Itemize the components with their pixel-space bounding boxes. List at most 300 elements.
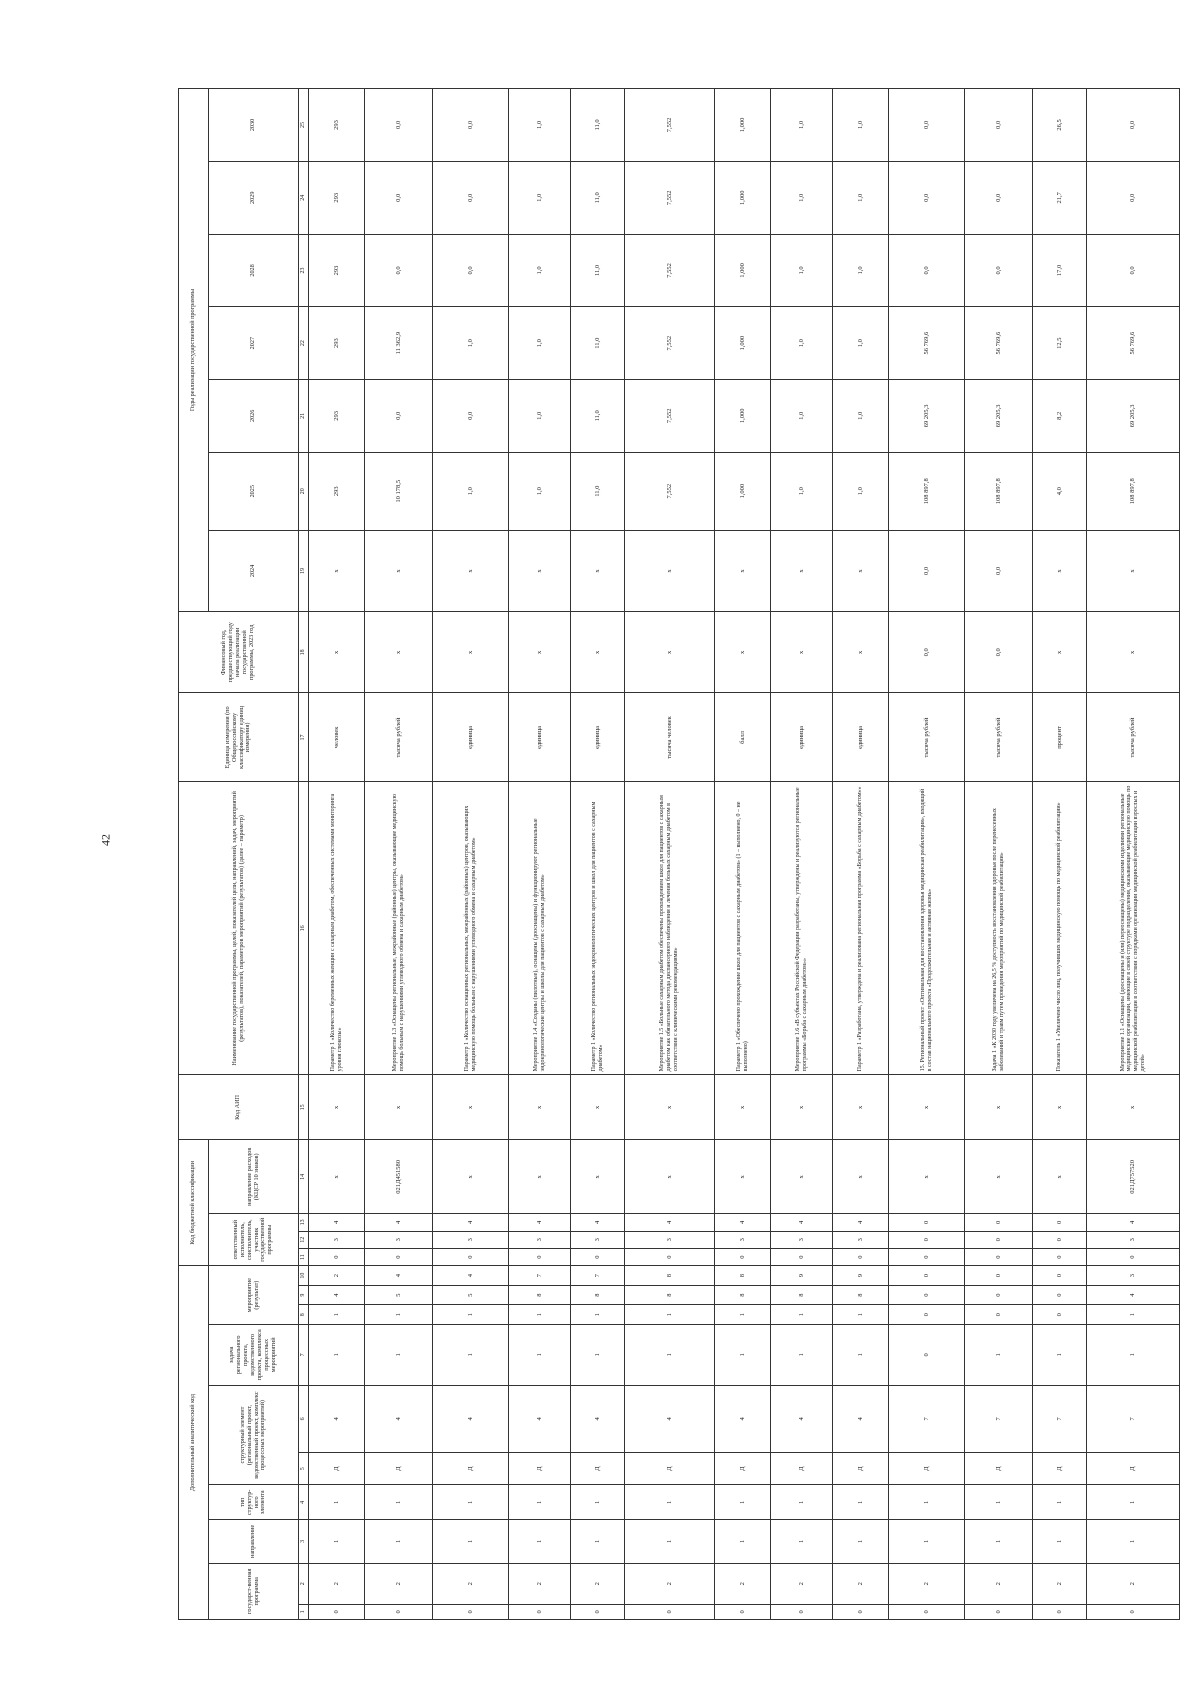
col-number: 1 [299,1604,309,1619]
year-value-cell: 7,552 [625,234,715,307]
code-cell: 1 [309,1485,365,1520]
year-value-cell: 7,552 [625,307,715,380]
code-cell: 0 [833,1248,889,1265]
code-cell: 0 [889,1305,965,1325]
code-cell: 5 [433,1285,509,1305]
year-value-cell: 108 897,8 [965,452,1033,530]
code-cell: 3 [309,1231,365,1248]
fin-year-cell: х [833,612,889,693]
code-cell: 7 [1033,1385,1087,1452]
code-cell: 1 [715,1520,771,1563]
code-cell: 1 [433,1305,509,1325]
code-cell: 1 [509,1520,571,1563]
year-value-cell: 0,0 [1087,89,1180,162]
year-value-cell: 0,0 [365,234,433,307]
code-cell: 021Д757520 [1087,1140,1180,1214]
row-name-cell: Параметр 1 «Обеспечено прохождение школ для пациентов с сахарным диабетом» (1 – выполнено, 0 – не выполнено) [715,782,771,1075]
year-value-cell: 1,000 [715,89,771,162]
code-cell: 4 [715,1214,771,1231]
code-cell: 0 [771,1248,833,1265]
year-value-cell: 69 205,3 [965,379,1033,452]
code-cell: 0 [1033,1604,1087,1619]
code-cell: 1 [365,1324,433,1385]
code-cell: 4 [309,1285,365,1305]
year-value-cell: 0,0 [889,234,965,307]
code-cell: 2 [571,1563,625,1604]
code-cell: Д [833,1452,889,1485]
code-cell: 2 [833,1563,889,1604]
code-cell: 0 [1033,1305,1087,1325]
code-cell: х [889,1075,965,1140]
year-value-cell: 69 205,3 [1087,379,1180,452]
year-value-cell: 1,0 [433,452,509,530]
header-year-2030: 2030 [209,89,299,162]
code-cell: 0 [715,1604,771,1619]
unit-cell: единица [571,693,625,782]
col-number: 19 [299,530,309,611]
fin-year-cell: х [571,612,625,693]
code-cell: х [1033,1075,1087,1140]
col-number: 10 [299,1266,309,1286]
code-cell: Д [715,1452,771,1485]
code-cell: 0 [889,1266,965,1286]
year-value-cell: 7,552 [625,89,715,162]
row-name-cell: Мероприятие 1.6 «В субъектах Российской Федерации разработаны, утверждены и реализуются региональные программы «Борьба с сахарным диабетом»» [771,782,833,1075]
year-value-cell: 293 [309,379,365,452]
header-struct-type: тип структур-ного элемента [209,1485,299,1520]
code-cell: х [625,1140,715,1214]
code-cell: 3 [571,1231,625,1248]
year-value-cell: 293 [309,234,365,307]
code-cell: 8 [833,1285,889,1305]
code-cell: х [365,1075,433,1140]
code-cell: 4 [509,1214,571,1231]
year-value-cell: х [365,530,433,611]
header-fin-year: Финансовый год, предшествующий году начала реализации государственной программы, 2023 год [179,612,299,693]
fin-year-cell: х [509,612,571,693]
code-cell: 0 [1033,1285,1087,1305]
year-value-cell: 1,0 [833,89,889,162]
unit-cell: тысяча рублей [965,693,1033,782]
col-number: 3 [299,1520,309,1563]
code-cell: 0 [1033,1248,1087,1265]
year-value-cell: 293 [309,452,365,530]
code-cell: 0 [889,1324,965,1385]
code-cell: х [833,1140,889,1214]
header-direction: направление [209,1520,299,1563]
code-cell: 1 [1087,1305,1180,1325]
year-value-cell: 0,0 [889,89,965,162]
year-value-cell: 0,0 [433,234,509,307]
code-cell: 8 [625,1285,715,1305]
code-cell: 4 [771,1214,833,1231]
code-cell: 1 [1033,1324,1087,1385]
code-cell: 1 [771,1520,833,1563]
table-row [433,89,509,1620]
code-cell: 4 [365,1214,433,1231]
table-row [889,89,965,1620]
row-name-cell: Мероприятие 1.5 «Больные сахарным диабетом обеспечены прохождением школ для пациентов с сахарным диабетом как обязательного метода диспансерного наблюдения и лечения больных сахарным диабетом в соответствии с клиническими рекомендациями» [625,782,715,1075]
year-value-cell: 1,0 [771,379,833,452]
code-cell: 1 [833,1520,889,1563]
fin-year-cell: х [715,612,771,693]
code-cell: 0 [309,1604,365,1619]
code-cell: х [833,1075,889,1140]
code-cell: 1 [365,1520,433,1563]
col-number: 6 [299,1385,309,1452]
code-cell: 1 [833,1485,889,1520]
code-cell: х [625,1075,715,1140]
year-value-cell: 1,000 [715,452,771,530]
col-number: 23 [299,234,309,307]
year-value-cell: 12,5 [1033,307,1087,380]
code-cell: 0 [1033,1214,1087,1231]
code-cell: 2 [309,1266,365,1286]
fin-year-cell: х [1087,612,1180,693]
year-value-cell: 0,0 [365,161,433,234]
code-cell: 2 [771,1563,833,1604]
code-cell: 1 [309,1520,365,1563]
code-cell: Д [965,1452,1033,1485]
unit-cell: единица [433,693,509,782]
year-value-cell: 56 769,6 [965,307,1033,380]
table-row [833,89,889,1620]
code-cell: 0 [889,1231,965,1248]
code-cell: 0 [771,1604,833,1619]
code-cell: 1 [965,1485,1033,1520]
code-cell: 2 [965,1563,1033,1604]
year-value-cell: 0,0 [1087,161,1180,234]
code-cell: 0 [625,1248,715,1265]
code-cell: 4 [771,1385,833,1452]
year-value-cell: 1,0 [509,452,571,530]
code-cell: 4 [715,1385,771,1452]
year-value-cell: 7,552 [625,161,715,234]
header-unit: Единица измерения (по Общероссийскому классификатору единиц измерения) [179,693,299,782]
column-number-row [299,89,309,1620]
year-value-cell: х [625,530,715,611]
code-cell: 1 [625,1485,715,1520]
code-cell: 0 [889,1214,965,1231]
code-cell: 0 [965,1231,1033,1248]
year-value-cell: 1,0 [833,161,889,234]
code-cell: Д [771,1452,833,1485]
year-value-cell: 11,0 [571,161,625,234]
code-cell: 7 [1087,1385,1180,1452]
code-cell: 0 [433,1248,509,1265]
program-table [178,88,1180,1620]
code-cell: 4 [433,1266,509,1286]
code-cell: 1 [433,1520,509,1563]
fin-year-cell: 0,0 [889,612,965,693]
year-value-cell: 293 [309,89,365,162]
code-cell: 9 [833,1266,889,1286]
table-row [1087,89,1180,1620]
code-cell: 1 [625,1324,715,1385]
row-name-cell: Параметр 1 «Количество оснащенных региональных, межрайонных (районных) центров, оказывающих медицинскую помощь больным с нарушениями углеводного обмена и сахарным диабетом» [433,782,509,1075]
year-value-cell: 1,0 [771,89,833,162]
code-cell: Д [365,1452,433,1485]
year-value-cell: 1,0 [833,307,889,380]
year-value-cell: 0,0 [365,89,433,162]
code-cell: х [771,1140,833,1214]
code-cell: 4 [833,1385,889,1452]
table-row [1033,89,1087,1620]
code-cell: 8 [715,1266,771,1286]
col-number: 14 [299,1140,309,1214]
code-cell: 8 [771,1285,833,1305]
table-row [309,89,365,1620]
code-cell: 2 [309,1563,365,1604]
table-row [965,89,1033,1620]
year-value-cell: 1,0 [509,234,571,307]
code-cell: 0 [625,1604,715,1619]
code-cell: 1 [965,1520,1033,1563]
year-value-cell: 1,000 [715,307,771,380]
col-number: 2 [299,1563,309,1604]
code-cell: 4 [365,1266,433,1286]
year-value-cell: 56 769,6 [1087,307,1180,380]
table-row [365,89,433,1620]
code-cell: 0 [715,1248,771,1265]
code-cell: 0 [509,1604,571,1619]
year-value-cell: 11,0 [571,307,625,380]
code-cell: х [965,1140,1033,1214]
year-value-cell: 0,0 [965,234,1033,307]
year-value-cell: 7,552 [625,379,715,452]
col-number: 13 [299,1214,309,1231]
code-cell: 4 [433,1214,509,1231]
table-row [625,89,715,1620]
year-value-cell: х [571,530,625,611]
unit-cell: процент [1033,693,1087,782]
col-number: 9 [299,1285,309,1305]
code-cell: 3 [833,1231,889,1248]
code-cell: 1 [509,1305,571,1325]
code-cell: 0 [365,1248,433,1265]
year-value-cell: х [771,530,833,611]
year-value-cell: 1,0 [833,452,889,530]
header-name: Наименование государственной программы, целей, показателей цели, направлений, задач, мероприятий (результатов), показателей, параметров мероприятий (результатов) (далее – параметр) [179,782,299,1075]
header-year-2029: 2029 [209,161,299,234]
code-cell: 2 [1087,1563,1180,1604]
code-cell: 0 [1033,1231,1087,1248]
code-cell: 2 [889,1563,965,1604]
unit-cell: тысяча рублей [889,693,965,782]
fin-year-cell: х [1033,612,1087,693]
code-cell: х [715,1140,771,1214]
code-cell: 1 [433,1324,509,1385]
header-year-2027: 2027 [209,307,299,380]
code-cell: 2 [715,1563,771,1604]
code-cell: 1 [571,1305,625,1325]
code-cell: 5 [365,1285,433,1305]
code-cell: 4 [309,1214,365,1231]
code-cell: Д [1087,1452,1180,1485]
code-cell: х [571,1140,625,1214]
year-value-cell: 0,0 [965,530,1033,611]
code-cell: 1 [571,1324,625,1385]
code-cell: 0 [965,1248,1033,1265]
code-cell: 0 [889,1248,965,1265]
code-cell: 7 [889,1385,965,1452]
col-number: 16 [299,782,309,1075]
header-event: мероприятие (результат) [209,1266,299,1325]
unit-cell: тысяча человек [625,693,715,782]
year-value-cell: 1,0 [833,234,889,307]
code-cell: 7 [509,1266,571,1286]
code-cell: 0 [965,1285,1033,1305]
year-value-cell: 0,0 [1087,234,1180,307]
code-cell: 8 [571,1285,625,1305]
code-cell: х [309,1140,365,1214]
code-cell: 0 [965,1305,1033,1325]
code-cell: Д [509,1452,571,1485]
row-name-cell: Показатель 1 «Увеличено число лиц, получивших медицинскую помощь по медицинской реабилитации» [1033,782,1087,1075]
fin-year-cell: х [771,612,833,693]
fin-year-cell: х [365,612,433,693]
year-value-cell: 108 897,8 [889,452,965,530]
unit-cell: единица [509,693,571,782]
code-cell: 1 [1033,1520,1087,1563]
year-value-cell: 11,0 [571,379,625,452]
unit-cell: тысяча рублей [1087,693,1180,782]
page-number: 42 [98,834,113,846]
code-cell: 4 [433,1385,509,1452]
header-year-2024: 2024 [209,530,299,611]
code-cell: 1 [1087,1324,1180,1385]
code-cell: 0 [1087,1248,1180,1265]
year-value-cell: 4,0 [1033,452,1087,530]
code-cell: 1 [625,1520,715,1563]
row-name-cell: Параметр 1 «Количество региональных эндокринологических центров и школ для пациентов с сахарным диабетом» [571,782,625,1075]
year-value-cell: 0,0 [433,379,509,452]
table-row [571,89,625,1620]
year-value-cell: 1,0 [771,307,833,380]
year-value-cell: 1,0 [509,379,571,452]
year-value-cell: 21,7 [1033,161,1087,234]
fin-year-cell: 0,0 [965,612,1033,693]
code-cell: 1 [771,1305,833,1325]
code-cell: Д [571,1452,625,1485]
header-year-2026: 2026 [209,379,299,452]
year-value-cell: 17,0 [1033,234,1087,307]
col-number: 11 [299,1248,309,1265]
code-cell: 4 [571,1385,625,1452]
year-value-cell: 1,000 [715,234,771,307]
code-cell: 1 [509,1485,571,1520]
code-cell: х [1033,1140,1087,1214]
code-cell: 1 [1087,1485,1180,1520]
code-cell: 1 [1087,1520,1180,1563]
col-number: 7 [299,1324,309,1385]
code-cell: 0 [1087,1604,1180,1619]
col-number: 24 [299,161,309,234]
code-cell: 0 [571,1604,625,1619]
code-cell: 3 [1087,1266,1180,1286]
year-value-cell: х [433,530,509,611]
table-row [509,89,571,1620]
code-cell: 1 [309,1305,365,1325]
code-cell: 1 [625,1305,715,1325]
year-value-cell: 11,0 [571,234,625,307]
code-cell: 4 [365,1385,433,1452]
code-cell: 1 [433,1485,509,1520]
code-cell: х [889,1140,965,1214]
year-value-cell: 69 205,3 [889,379,965,452]
code-cell: 1 [365,1305,433,1325]
year-value-cell: 0,0 [889,161,965,234]
code-cell: 1 [833,1305,889,1325]
code-cell: 3 [509,1231,571,1248]
table-row [715,89,771,1620]
year-value-cell: 8,2 [1033,379,1087,452]
col-number: 5 [299,1452,309,1485]
col-number: 4 [299,1485,309,1520]
header-executor: ответственный исполнитель, соисполнитель, участник государственной программы [209,1214,299,1266]
col-number: 17 [299,693,309,782]
code-cell: 7 [965,1385,1033,1452]
code-cell: 7 [571,1266,625,1286]
year-value-cell: х [1087,530,1180,611]
code-cell: 2 [509,1563,571,1604]
code-cell: 0 [965,1604,1033,1619]
year-value-cell: 1,0 [433,307,509,380]
row-name-cell: Мероприятие 1.3 «Оснащены региональные, межрайонные (районные) центры, оказывающие медицинскую помощь больным с нарушениями углеводного обмена и сахарным диабетом» [365,782,433,1075]
code-cell: Д [625,1452,715,1485]
unit-cell: единица [833,693,889,782]
year-value-cell: 293 [309,307,365,380]
year-value-cell: 0,0 [889,530,965,611]
year-value-cell: 1,0 [771,452,833,530]
code-cell: х [965,1075,1033,1140]
year-value-cell: х [715,530,771,611]
code-cell: 0 [889,1285,965,1305]
col-number: 22 [299,307,309,380]
unit-cell: единица [771,693,833,782]
fin-year-cell: х [309,612,365,693]
code-cell: 0 [571,1248,625,1265]
row-name-cell: Мероприятие 1.1 «Оснащены (дооснащены и (или) переоснащены) медицинскими изделиями региональные медицинские организации, имеющие в своей структуре подразделения, оказывающие медицинскую помощь по медицинской реабилитации в соответствии с порядками организации медицинской реабилитации взрослых и детей» [1087,782,1180,1075]
header-year-2028: 2028 [209,234,299,307]
year-value-cell: 7,552 [625,452,715,530]
code-cell: 4 [625,1214,715,1231]
year-value-cell: 293 [309,161,365,234]
table-body [309,89,1180,1620]
unit-cell: тысяча рублей [365,693,433,782]
code-cell: 1 [509,1324,571,1385]
code-cell: 4 [571,1214,625,1231]
year-value-cell: 108 897,8 [1087,452,1180,530]
code-cell: 3 [771,1231,833,1248]
year-value-cell: 1,000 [715,161,771,234]
code-cell: х [771,1075,833,1140]
year-value-cell: 0,0 [965,161,1033,234]
year-value-cell: 0,0 [433,89,509,162]
code-cell: 0 [509,1248,571,1265]
code-cell: х [433,1075,509,1140]
code-cell: 3 [625,1231,715,1248]
code-cell: Д [433,1452,509,1485]
header-kbk-dir: направление расходов (КЦСР 10 знаков) [209,1140,299,1214]
rotated-table-wrapper [178,88,1146,1620]
code-cell: 3 [433,1231,509,1248]
code-cell: 0 [889,1604,965,1619]
unit-cell: балл [715,693,771,782]
year-value-cell: х [309,530,365,611]
code-cell: 8 [715,1285,771,1305]
code-cell: 2 [365,1563,433,1604]
